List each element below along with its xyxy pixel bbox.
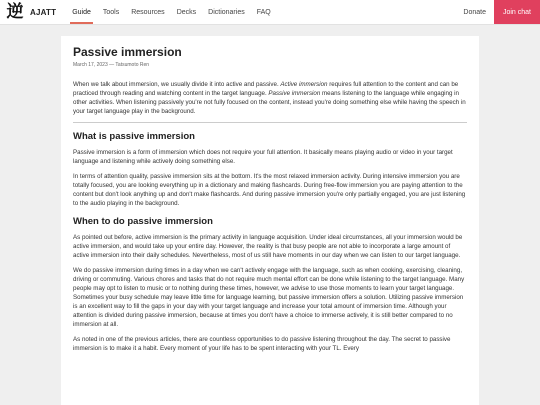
intro-text-1: When we talk about immersion, we usually divide it into active and passive. bbox=[73, 81, 281, 88]
top-navbar bbox=[0, 0, 540, 25]
nav-item-guide[interactable]: Guide bbox=[66, 0, 97, 24]
article-meta: March 17, 2023 — Tatsumoto Ren bbox=[73, 62, 150, 68]
nav-item-resources[interactable]: Resources bbox=[131, 8, 165, 16]
nav-item-faq[interactable]: FAQ bbox=[256, 8, 271, 16]
section-paragraph: As pointed out before, active immersion is the primary activity in language acquisition. Under ideal circumstances, all your immersion would be active immersion, and would take up your entire day. However, the reality is that busy people are not able to incorporate a large amount of active immersion into their daily schedules. Nevertheless, most of us still have moments in our day when we can listen to our target language. bbox=[73, 234, 463, 259]
section-paragraph: We do passive immersion during times in a day when we can't actively engage with the language, such as when cooking, exercising, cleaning, driving or commuting. Various chores and tasks that do not require much mental effort can be done while listening to the target language. Many people may opt to listen to music or to nothing during these times, however, we advise to use those moments to learn your target language. Sometimes your busy schedule may leave little time for language learning, but passive immersion offers a solution. Utilizing passive immersion is an excellent way to fill the gaps in your day with your target language and increase your total amount of immersion time. Although your attention is divided during passive immersion, because at times you don't have a choice to immerse actively, it is still better compared to no immersion at all. bbox=[73, 267, 465, 328]
intro-text-3: means listening to the language while engaging in other activities. When listening passively you're not fully focused on the content, instead you're doing something else while having the speech in your target language play in the background. bbox=[73, 90, 466, 115]
intro-active-term: Active immersion bbox=[280, 81, 328, 88]
section-paragraph: In terms of attention quality, passive immersion sits at the bottom. It's the most relaxed immersion activity. During intensive immersion you are totally focused, you are looking everything up in a dictionary and making flashcards. During free-flow immersion you are paying attention to the content but don't look anything up and don't make flashcards. And during passive immersion you're only partially engaged, you are just listening to the audio playing in the background. bbox=[73, 173, 466, 207]
brand-name[interactable]: AJATT bbox=[30, 7, 57, 17]
section-heading-when: When to do passive immersion bbox=[73, 216, 213, 227]
right-nav bbox=[455, 0, 540, 24]
intro-text-2: requires full attention to the content and can be practiced through reading and watching content in the target language. bbox=[73, 81, 459, 97]
main-nav bbox=[66, 0, 277, 24]
section-paragraph: As noted in one of the previous articles, there are countless opportunities to do passive listening throughout the day. The secret to passive immersion is to make it a habit. Every moment of your life has to be spent interacting with your TL. Every bbox=[73, 336, 451, 352]
section-paragraph: Passive immersion is a form of immersion which does not require your full attention. It basically means playing audio or video in your target language and listening while actively doing something else. bbox=[73, 149, 453, 165]
nav-item-decks[interactable]: Decks bbox=[176, 8, 197, 16]
section-heading-what: What is passive immersion bbox=[73, 131, 195, 142]
divider bbox=[73, 122, 467, 123]
intro-paragraph bbox=[73, 80, 467, 116]
join-chat-button[interactable]: Join chat bbox=[494, 0, 540, 24]
article-card bbox=[61, 36, 479, 405]
site-logo[interactable]: 逆 bbox=[6, 1, 24, 22]
nav-item-tools[interactable]: Tools bbox=[102, 8, 120, 16]
nav-item-dictionaries[interactable]: Dictionaries bbox=[208, 8, 245, 16]
donate-link[interactable]: Donate bbox=[463, 8, 486, 16]
intro-passive-term: Passive immersion bbox=[268, 90, 321, 97]
page-title: Passive immersion bbox=[73, 45, 182, 59]
